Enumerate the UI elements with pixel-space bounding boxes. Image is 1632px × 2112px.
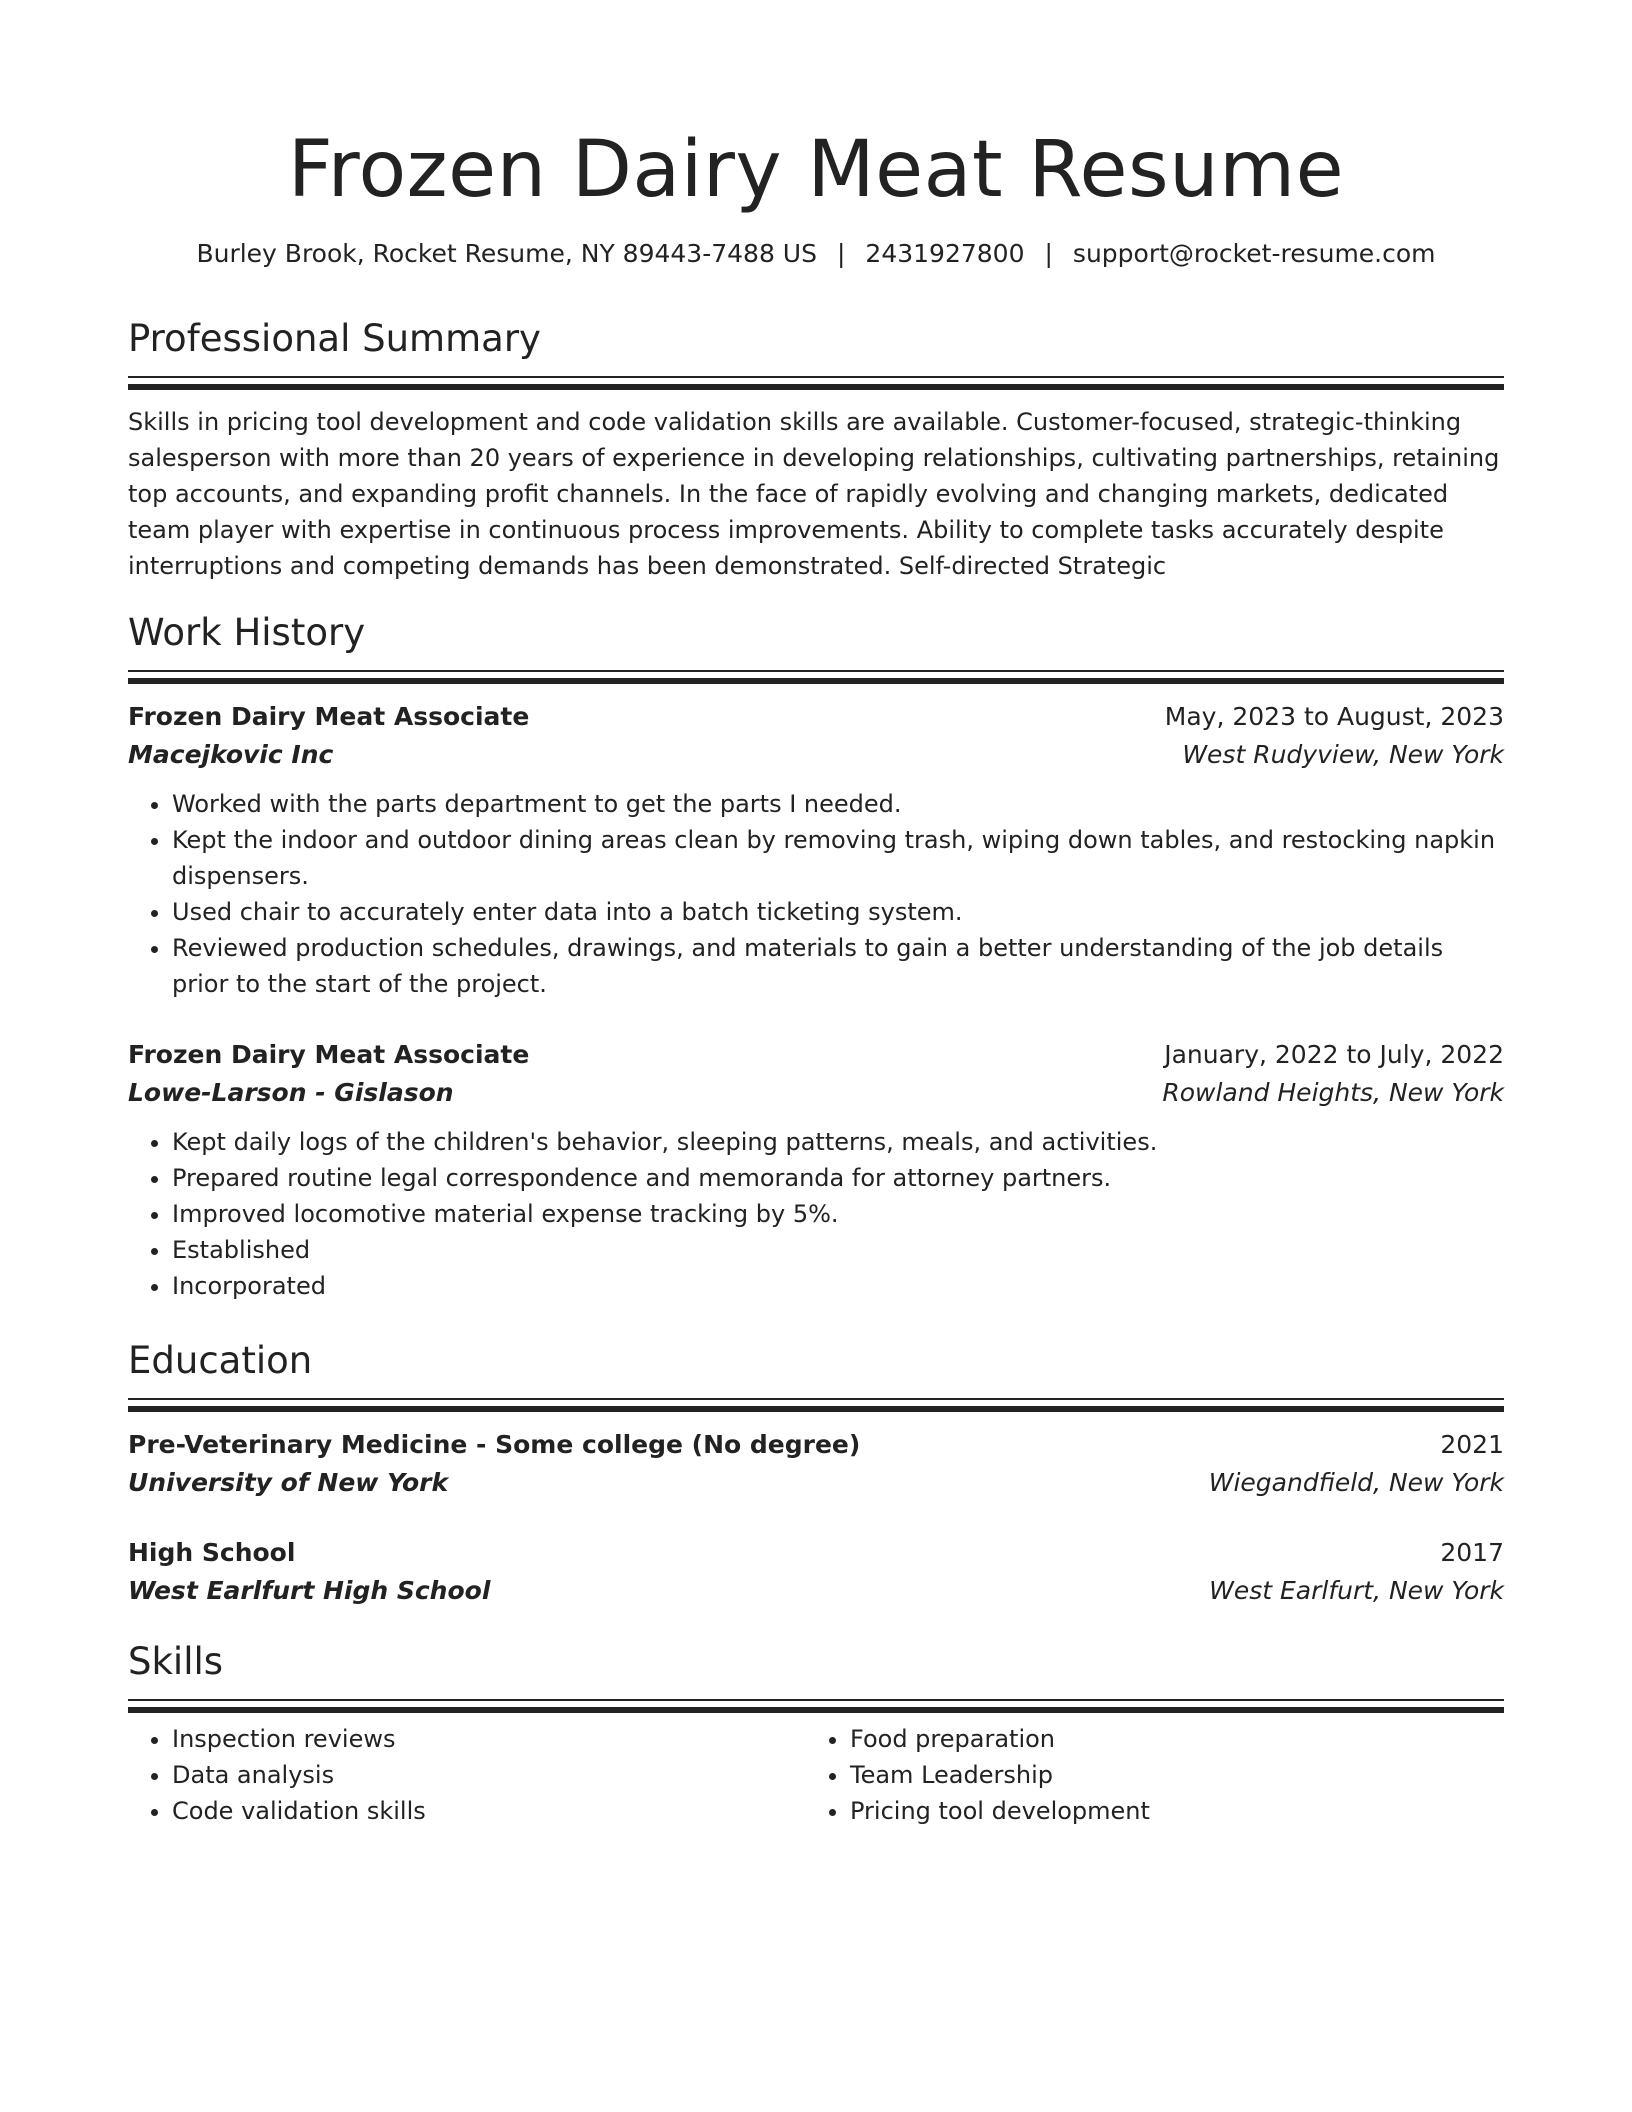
contact-address: Burley Brook, Rocket Resume, NY 89443-7488 US bbox=[196, 239, 817, 268]
job-company: Macejkovic Inc bbox=[128, 740, 334, 769]
skill-item: • Code validation skills bbox=[172, 1793, 806, 1829]
contact-line bbox=[128, 236, 1504, 272]
job-location: West Rudyview, New York bbox=[1182, 740, 1504, 769]
education-entry bbox=[128, 1534, 1504, 1610]
list-item: • Kept the indoor and outdoor dining areas clean by removing trash, wiping down tables, and restocking napkin dispensers. bbox=[172, 822, 1504, 894]
skills-section bbox=[128, 1637, 1504, 1829]
list-item: • Kept daily logs of the children's behavior, sleeping patterns, meals, and activities. bbox=[172, 1124, 1504, 1160]
list-item: • Prepared routine legal correspondence and memoranda for attorney partners. bbox=[172, 1160, 1504, 1196]
skills-grid bbox=[128, 1721, 1504, 1829]
education-school: West Earlfurt High School bbox=[128, 1576, 491, 1605]
contact-separator: | bbox=[836, 239, 846, 268]
skills-column-left bbox=[128, 1721, 806, 1829]
section-title: Education bbox=[128, 1339, 313, 1382]
job-company: Lowe-Larson - Gislason bbox=[128, 1078, 454, 1107]
section-title: Professional Summary bbox=[128, 317, 541, 360]
skill-item: • Team Leadership bbox=[850, 1757, 1484, 1793]
section-rule bbox=[128, 1406, 1504, 1412]
resume-name: Frozen Dairy Meat Resume bbox=[287, 125, 1345, 215]
list-item: • Incorporated bbox=[172, 1268, 1504, 1304]
list-item: • Improved locomotive material expense tracking by 5%. bbox=[172, 1196, 1504, 1232]
section-rule bbox=[128, 1699, 1504, 1701]
summary-text: Skills in pricing tool development and code validation skills are available. Customer-focused, strategic-thinking salesperson with more than 20 years of experience in developing relationships, cultivating partnerships, retaining top accounts, and expanding profit channels. In the face of rapidly evolving and changing markets, dedicated team player with expertise in continuous process improvements. Ability to complete tasks accurately despite interruptions and competing demands has been demonstrated. Self-directed Strategic bbox=[128, 408, 1500, 580]
education-location: Wiegandfield, New York bbox=[1208, 1468, 1504, 1497]
education-location: West Earlfurt, New York bbox=[1209, 1576, 1504, 1605]
job-bullets bbox=[128, 1124, 1504, 1304]
section-rule bbox=[128, 1707, 1504, 1713]
list-item: • Reviewed production schedules, drawings, and materials to gain a better understanding of the job details prior to the start of the project. bbox=[172, 930, 1504, 1002]
job-entry bbox=[128, 698, 1504, 1002]
job-dates: May, 2023 to August, 2023 bbox=[1164, 702, 1504, 731]
job-location: Rowland Heights, New York bbox=[1162, 1078, 1504, 1107]
education-degree: Pre-Veterinary Medicine - Some college (No degree) bbox=[128, 1430, 861, 1459]
education-year: 2021 bbox=[1440, 1430, 1504, 1459]
education-section bbox=[128, 1336, 1504, 1610]
summary-section bbox=[128, 314, 1504, 584]
section-rule bbox=[128, 670, 1504, 672]
contact-phone: 2431927800 bbox=[865, 239, 1025, 268]
list-item: • Worked with the parts department to get the parts I needed. bbox=[172, 786, 1504, 822]
job-title: Frozen Dairy Meat Associate bbox=[128, 702, 530, 731]
job-title: Frozen Dairy Meat Associate bbox=[128, 1040, 530, 1069]
skill-item: • Food preparation bbox=[850, 1721, 1484, 1757]
skill-item: • Inspection reviews bbox=[172, 1721, 806, 1757]
skill-item: • Data analysis bbox=[172, 1757, 806, 1793]
list-item: • Used chair to accurately enter data into a batch ticketing system. bbox=[172, 894, 1504, 930]
section-rule bbox=[128, 384, 1504, 390]
work-history-section bbox=[128, 608, 1504, 1304]
job-entry bbox=[128, 1036, 1504, 1304]
section-title: Skills bbox=[128, 1640, 224, 1683]
section-rule bbox=[128, 1398, 1504, 1400]
skill-item: • Pricing tool development bbox=[850, 1793, 1484, 1829]
job-dates: January, 2022 to July, 2022 bbox=[1164, 1040, 1504, 1069]
section-title: Work History bbox=[128, 611, 366, 654]
education-degree: High School bbox=[128, 1538, 296, 1567]
education-entry bbox=[128, 1426, 1504, 1502]
skills-column-right bbox=[806, 1721, 1484, 1829]
education-school: University of New York bbox=[128, 1468, 449, 1497]
education-year: 2017 bbox=[1440, 1538, 1504, 1567]
contact-separator: | bbox=[1044, 239, 1053, 268]
section-rule bbox=[128, 678, 1504, 684]
section-rule bbox=[128, 376, 1504, 378]
job-bullets bbox=[128, 786, 1504, 1002]
list-item: • Established bbox=[172, 1232, 1504, 1268]
contact-email: support@rocket-resume.com bbox=[1072, 239, 1436, 268]
